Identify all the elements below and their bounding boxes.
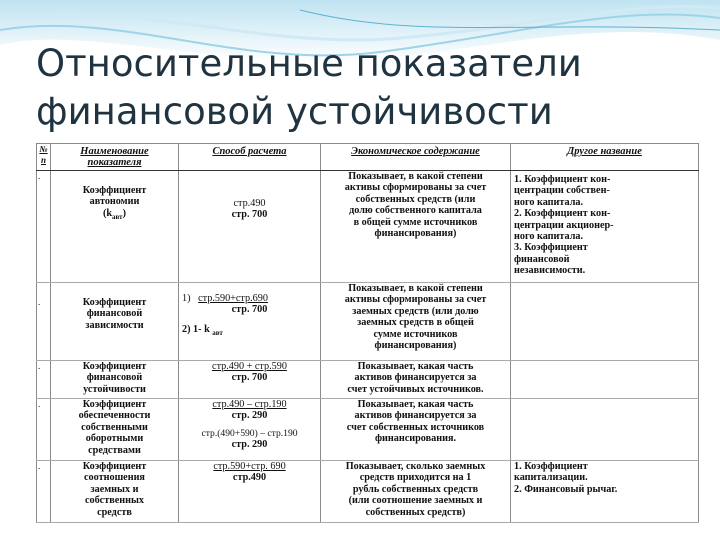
- other-name: 1. Коэффициент капитализации. 2. Финансовый рычаг.: [511, 461, 699, 523]
- indicator-name: Коэффициент обеспеченности собственными оборотными средствами: [51, 399, 179, 461]
- table-row: [37, 283, 699, 361]
- row-number: .: [37, 171, 51, 283]
- formula-alternative: 2) 1- k $_{авт}$: [182, 323, 223, 337]
- other-name: [511, 361, 699, 399]
- formula-numerator: стр.490 + стр.590: [212, 361, 287, 372]
- calculation-method: [179, 171, 321, 283]
- header-other-name: Другое название: [511, 144, 699, 171]
- formula-numerator: стр.490 – стр.190: [212, 399, 287, 410]
- formula-denominator: стр.490: [232, 472, 267, 484]
- slide-title: [36, 40, 696, 136]
- calculation-method: [179, 283, 321, 361]
- row-number: .: [37, 399, 51, 461]
- table-row: [37, 171, 699, 283]
- header-number: № п: [37, 144, 51, 171]
- economic-content: Показывает, в какой степени активы сформированы за счет заемных средств (или долю заемных средств в общей сумме источников финансирования): [321, 283, 511, 361]
- table-row: [37, 461, 699, 523]
- formula-numerator: стр.490: [233, 198, 266, 209]
- name-line: Коэффициент: [82, 185, 147, 196]
- row-number: .: [37, 283, 51, 361]
- other-name: 1. Коэффициент кон- центрации собствен- ного капитала. 2. Коэффициент кон- центрации акционер- ного капитала. 3. Коэффициент финансовой независимости.: [511, 171, 699, 283]
- economic-content: Показывает, какая часть активов финансируется за счет собственных источников финансирования.: [321, 399, 511, 461]
- indicator-name: [51, 171, 179, 283]
- economic-content: Показывает, в какой степени активы сформированы за счет собственных средств (или долю собственного капитала в общей сумме источников финансирования): [321, 171, 511, 283]
- name-line: автономии: [89, 196, 140, 208]
- calculation-method: [179, 361, 321, 399]
- formula-alternative-denominator: стр. 290: [231, 439, 268, 451]
- slide-title-line1: Относительные показатели: [36, 42, 582, 85]
- formula-numerator: 1) стр.590+стр.690: [182, 293, 268, 304]
- calculation-method: [179, 461, 321, 523]
- name-line: $(k_{авт})$: [102, 207, 126, 221]
- indicator-name: Коэффициент соотношения заемных и собственных средств: [51, 461, 179, 523]
- indicator-name: Коэффициент финансовой зависимости: [51, 283, 179, 361]
- indicators-table: [36, 143, 699, 523]
- economic-content: Показывает, какая часть активов финансируется за счет устойчивых источников.: [321, 361, 511, 399]
- other-name: [511, 283, 699, 361]
- formula-denominator: стр. 290: [231, 410, 268, 422]
- row-number: .: [37, 461, 51, 523]
- header-economic-content: Экономическое содержание: [321, 144, 511, 171]
- formula-alternative: стр.(490+590) – стр.190: [201, 427, 298, 439]
- formula-numerator: стр.590+стр. 690: [213, 461, 286, 472]
- table-row: [37, 361, 699, 399]
- economic-content: Показывает, сколько заемных средств приходится на 1 рубль собственных средств (или соотношение заемных и собственных средств): [321, 461, 511, 523]
- slide-title-line2: финансовой устойчивости: [36, 90, 553, 133]
- row-number: .: [37, 361, 51, 399]
- indicator-name: Коэффициент финансовой устойчивости: [51, 361, 179, 399]
- other-name: [511, 399, 699, 461]
- formula-denominator: стр. 700: [231, 372, 268, 384]
- table-header-row: [37, 144, 699, 171]
- header-name: Наименование показателя: [51, 144, 179, 171]
- header-method: Способ расчета: [179, 144, 321, 171]
- formula-denominator: стр. 700: [231, 304, 268, 316]
- formula-denominator: стр. 700: [231, 209, 268, 221]
- table-row: [37, 399, 699, 461]
- calculation-method: [179, 399, 321, 461]
